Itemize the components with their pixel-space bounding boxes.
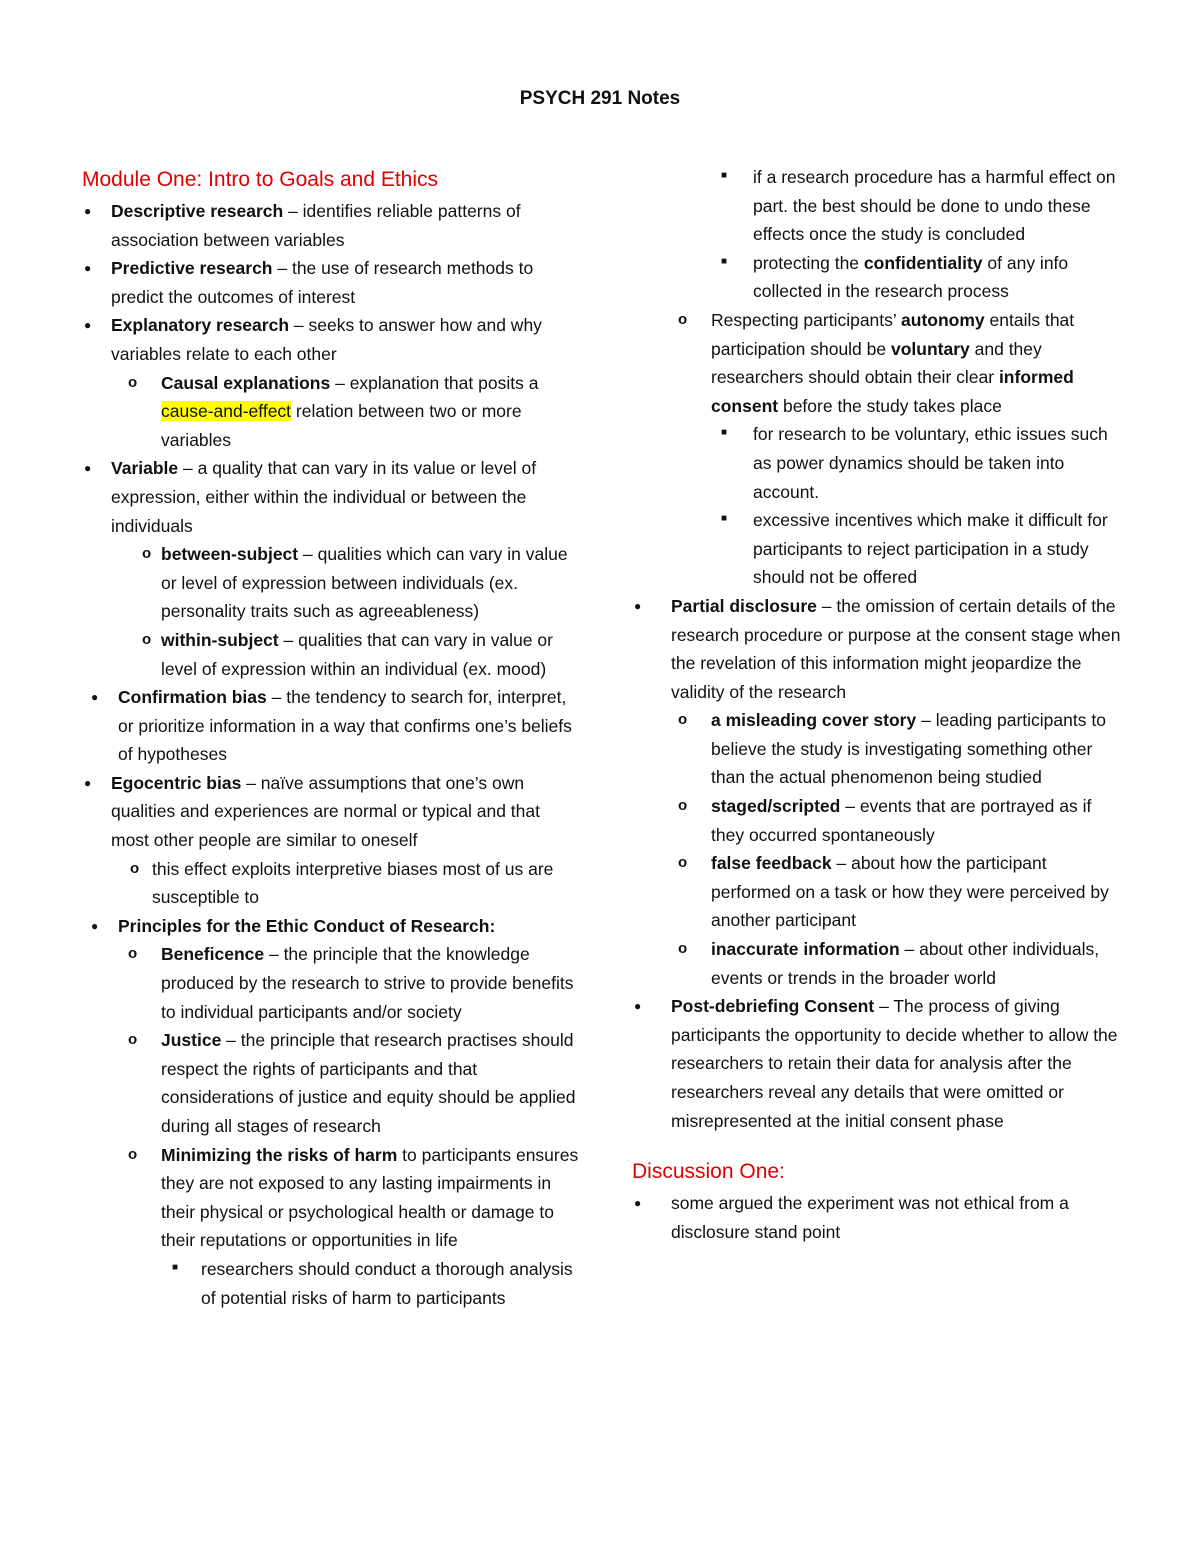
note-text: some argued the experiment was not ethical from a disclosure stand point: [671, 1193, 1069, 1242]
term: staged/scripted: [711, 796, 841, 817]
definition: – about other individuals, events or trends in the broader world: [711, 939, 1100, 988]
list-item-inaccurate-info: [632, 935, 1122, 992]
definition: – explanation that posits a: [330, 372, 539, 393]
list-item-minimizing-harm: [82, 1141, 582, 1255]
square-bullet-icon: ■: [172, 1261, 179, 1273]
definition: – the use of research methods to predict the outcomes of interest: [111, 258, 534, 307]
bullet-icon: ●: [84, 461, 92, 476]
sub-bullet-icon: o: [128, 945, 138, 963]
term: Explanatory research: [111, 315, 290, 336]
note-text: before the study takes place: [778, 395, 1002, 416]
term: within-subject: [161, 629, 279, 650]
definition: – leading participants to believe the study is investigating something other than the actual phenomenon being studied: [711, 710, 1106, 788]
definition: – seeks to answer how and why variables relate to each other: [111, 315, 542, 364]
term: Principles for the Ethic Conduct of Research:: [118, 915, 496, 936]
term: Variable: [111, 458, 179, 479]
term: informed consent: [711, 367, 1074, 416]
bullet-icon: ●: [634, 1196, 642, 1211]
note-text: Respecting participants’: [711, 309, 902, 330]
list-item-post-debriefing: [632, 992, 1122, 1135]
term: Confirmation bias: [118, 687, 267, 708]
sub-bullet-icon: o: [678, 310, 688, 328]
highlighted-text: cause-and-effect: [161, 401, 292, 422]
sub-bullet-icon: o: [678, 797, 688, 815]
bullet-icon: ●: [84, 204, 92, 218]
sub-bullet-icon: o: [130, 859, 140, 877]
list-item-incentives: [632, 506, 1122, 592]
term: a misleading cover story: [711, 710, 917, 731]
list-item-predictive: [82, 254, 582, 311]
definition: relation between two or more variables: [161, 401, 522, 450]
list-item-discussion: [632, 1189, 1122, 1246]
term: Minimizing the risks of harm: [161, 1144, 398, 1165]
sub-bullet-icon: o: [678, 940, 688, 958]
definition: – about how the participant performed on a task or how they were perceived by another participant: [711, 853, 1109, 931]
list-item-justice: [82, 1026, 582, 1140]
term: inaccurate information: [711, 939, 900, 960]
note-text: if a research procedure has a harmful effect on part. the best should be done to undo these effects once the study is concluded: [753, 167, 1116, 245]
list-item-egocentric-bias: [82, 769, 582, 855]
list-item-descriptive: [82, 197, 582, 254]
bullet-icon: ●: [634, 598, 642, 613]
note-text: protecting the: [753, 252, 864, 273]
list-item-variable: [82, 454, 582, 540]
list-item-within-subject: [82, 626, 582, 683]
definition: – identifies reliable patterns of association between variables: [111, 201, 521, 250]
definition: – a quality that can vary in its value or level of expression, either within the individual or between the individuals: [111, 458, 537, 536]
term: Justice: [161, 1030, 222, 1051]
square-bullet-icon: ■: [721, 513, 728, 525]
note-text: researchers should conduct a thorough analysis of potential risks of harm to participants: [201, 1258, 573, 1308]
sub-bullet-icon: o: [128, 373, 138, 391]
term: confidentiality: [863, 252, 983, 273]
discussion-heading: Discussion One:: [632, 1160, 785, 1184]
square-bullet-icon: ■: [721, 427, 728, 439]
sub-bullet-icon: o: [128, 1031, 138, 1049]
module-list: [82, 197, 582, 1312]
list-item-autonomy: [632, 306, 1122, 420]
note-text: and they researchers should obtain their clear: [711, 338, 1042, 388]
list-item-confirmation-bias: [82, 683, 582, 769]
list-item-cover-story: [632, 706, 1122, 792]
bullet-icon: ●: [84, 775, 92, 790]
list-item-causal: [82, 369, 582, 455]
square-bullet-icon: ■: [721, 255, 728, 267]
definition: – naïve assumptions that one’s own qualities and experiences are normal or typical and that most other people are similar to oneself: [111, 772, 540, 851]
sub-bullet-icon: o: [678, 711, 688, 729]
definition: to participants ensures they are not exposed to any lasting impairments in their physical or psychological health or damage to their reputations or opportunities in life: [161, 1144, 579, 1251]
definition: – the principle that the knowledge produced by the research to strive to provide benefits to individual participants and/or society: [161, 944, 574, 1022]
list-item-principles: [82, 912, 582, 941]
list-item-partial-disclosure: [632, 592, 1122, 706]
term: Descriptive research: [111, 201, 284, 221]
list-item-confidentiality: [632, 249, 1122, 306]
bullet-icon: ●: [91, 690, 99, 705]
sub-bullet-icon: o: [142, 630, 152, 648]
bullet-icon: ●: [634, 999, 642, 1014]
sub-bullet-icon: o: [128, 1145, 138, 1163]
list-item-voluntary: [632, 420, 1122, 506]
module-heading: Module One: Intro to Goals and Ethics: [82, 168, 439, 191]
note-text: of any info collected in the research process: [753, 252, 1069, 302]
list-item-risk-analysis: [82, 1255, 582, 1312]
note-text: entails that participation should be: [711, 309, 1075, 359]
bullet-icon: ●: [91, 918, 99, 933]
note-text: excessive incentives which make it difficult for participants to reject participation in a study should not be offered: [753, 510, 1108, 588]
list-item-false-feedback: [632, 849, 1122, 935]
definition: – the tendency to search for, interpret, or prioritize information in a way that confirms one’s beliefs of hypotheses: [118, 687, 572, 765]
term: Partial disclosure: [671, 595, 817, 616]
list-item-beneficence: [82, 940, 582, 1026]
definition: – the omission of certain details of the research procedure or purpose at the consent stage when the revelation of this information might jeopardize the validity of the research: [671, 595, 1121, 702]
list-item-explanatory: [82, 311, 582, 368]
list-item-staged: [632, 792, 1122, 849]
square-bullet-icon: ■: [721, 170, 728, 181]
term: Egocentric bias: [111, 772, 242, 793]
definition: – the principle that research practises should respect the rights of participants and that considerations of justice and equity should be applied during all stages of research: [161, 1030, 576, 1136]
discussion-list: [632, 1189, 1122, 1246]
sub-bullet-icon: o: [142, 545, 152, 563]
term: voluntary: [890, 338, 970, 359]
note-text: for research to be voluntary, ethic issues such as power dynamics should be taken into account.: [753, 424, 1108, 502]
sub-bullet-icon: o: [678, 854, 688, 872]
page-title: PSYCH 291 Notes: [519, 88, 681, 109]
definition: – qualities which can vary in value or level of expression between individuals (ex. personality traits such as agreeableness): [161, 544, 568, 622]
left-column: [82, 163, 582, 1312]
bullet-icon: ●: [84, 318, 92, 333]
definition: – events that are portrayed as if they occurred spontaneously: [711, 796, 1092, 845]
term: autonomy: [901, 309, 985, 330]
right-column: [632, 163, 1122, 1246]
list-item-between-subject: [82, 540, 582, 626]
term: Beneficence: [161, 944, 265, 965]
list-item-egocentric-sub: [82, 855, 582, 912]
term: false feedback: [711, 853, 832, 874]
note-text: this effect exploits interpretive biases most of us are susceptible to: [152, 858, 554, 908]
term: Post-debriefing Consent: [671, 996, 875, 1017]
definition: – qualities that can vary in value or level of expression within an individual (ex. mood): [161, 629, 553, 679]
continued-list: [632, 163, 1122, 1135]
term: between-subject: [161, 544, 299, 565]
definition: – The process of giving participants the opportunity to decide whether to allow the researchers to retain their data for analysis after the researchers reveal any details that were omitted or misrepresented at the initial consent phase: [671, 996, 1118, 1131]
list-item-harmful-effect: [632, 163, 1122, 249]
term: Causal explanations: [161, 372, 331, 393]
term: Predictive research: [111, 258, 273, 279]
bullet-icon: ●: [84, 261, 92, 276]
